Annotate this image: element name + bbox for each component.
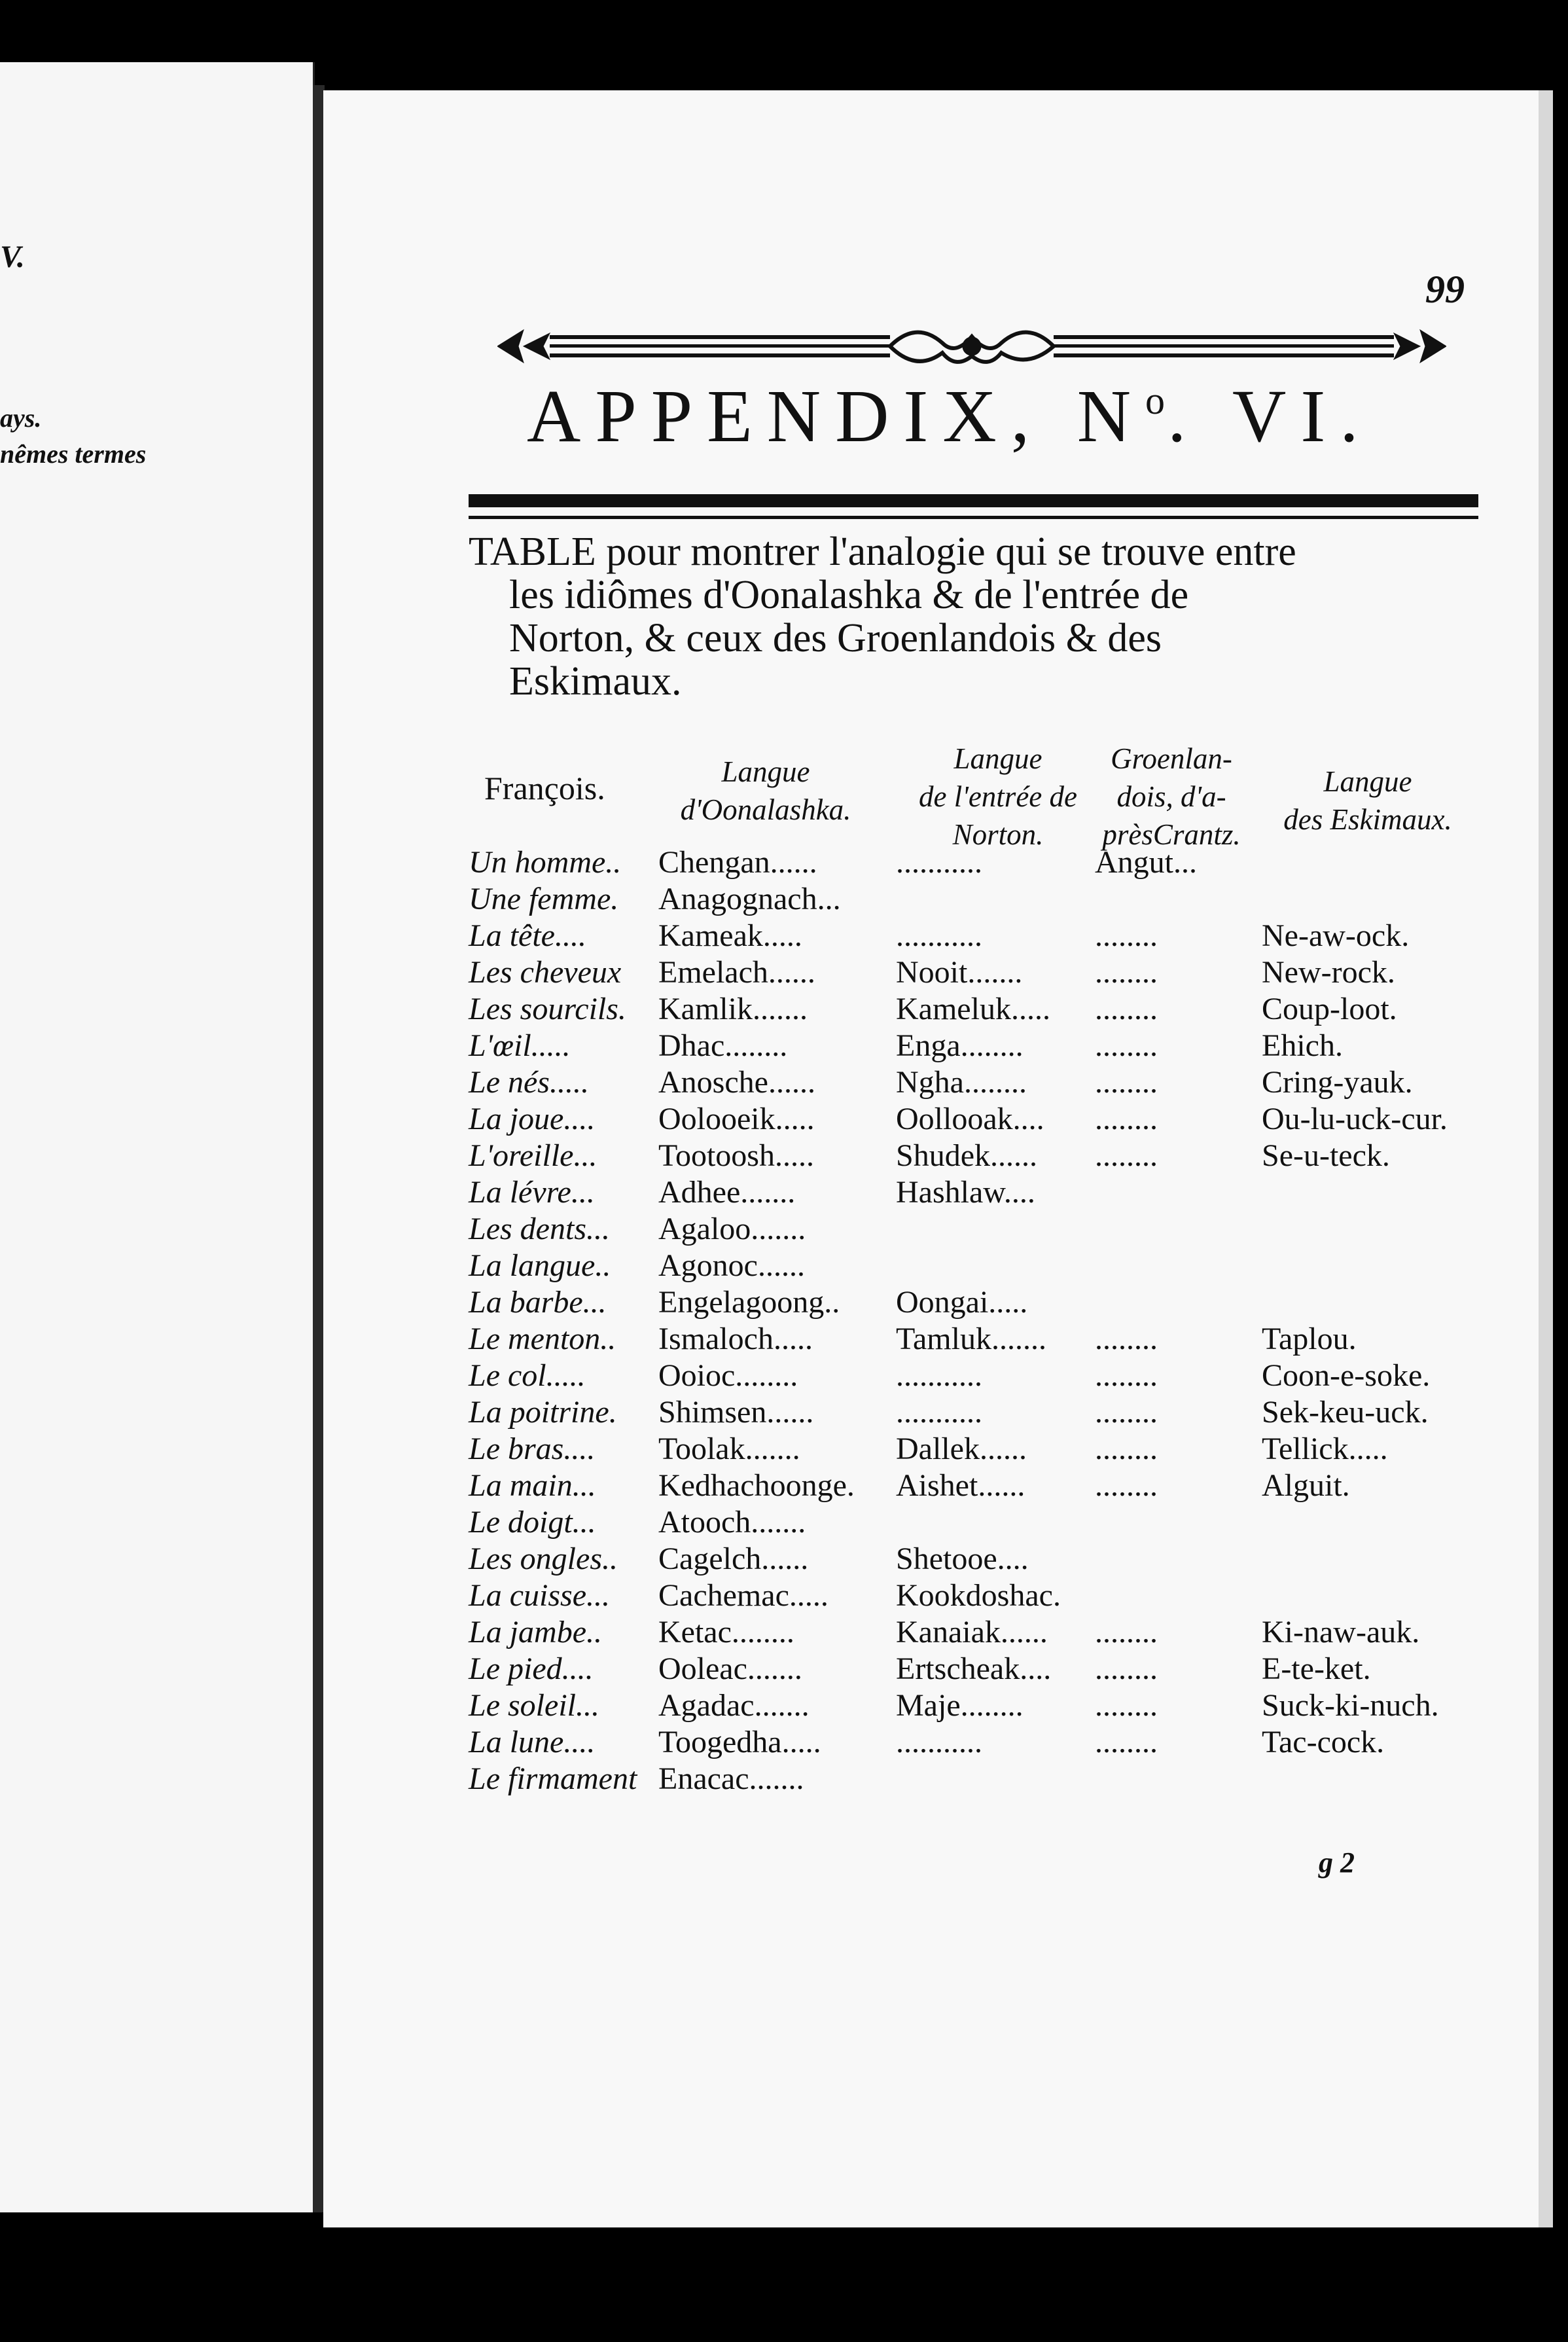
cell-eskimaux: Sek-keu-uck. — [1262, 1395, 1429, 1430]
cell-eskimaux: Ehich. — [1262, 1028, 1343, 1063]
cell-norton: ........... — [896, 1358, 982, 1393]
cell-francois: L'oreille... — [469, 1138, 597, 1173]
cell-groenland: ........ — [1095, 1432, 1158, 1466]
table-row — [469, 1541, 1516, 1577]
column-header-groenland-line-2: dois, d'a- — [1116, 780, 1226, 813]
cell-oonalashka: Dhac........ — [658, 1028, 788, 1063]
cell-francois: L'œil..... — [469, 1028, 571, 1063]
column-header-eskimaux-line-2: des Eskimaux. — [1283, 803, 1452, 836]
table-row — [469, 1724, 1516, 1761]
cell-eskimaux: Ki-naw-auk. — [1262, 1615, 1420, 1649]
cell-norton: Shetooe.... — [896, 1541, 1029, 1576]
cell-oonalashka: Toolak....... — [658, 1432, 800, 1466]
column-header-oonalashka — [641, 753, 890, 829]
table-row — [469, 1028, 1516, 1064]
table-row — [469, 1577, 1516, 1614]
cell-norton: Hashlaw.... — [896, 1175, 1035, 1210]
cell-oonalashka: Adhee....... — [658, 1175, 796, 1210]
cell-oonalashka: Ooioc........ — [658, 1358, 798, 1393]
left-page-fragment-1: V. — [0, 240, 25, 274]
table-row — [469, 1138, 1516, 1174]
cell-francois: La lévre... — [469, 1175, 595, 1210]
table-row — [469, 1504, 1516, 1541]
cell-eskimaux: Suck-ki-nuch. — [1262, 1688, 1439, 1723]
signature-mark: g 2 — [1319, 1847, 1355, 1879]
cell-francois: Le doigt... — [469, 1505, 596, 1540]
cell-francois: Le nés..... — [469, 1065, 589, 1100]
cell-groenland: ........ — [1095, 1468, 1158, 1503]
cell-francois: Le menton.. — [469, 1322, 616, 1356]
cell-oonalashka: Emelach...... — [658, 955, 815, 990]
cell-eskimaux: Coon-e-soke. — [1262, 1358, 1431, 1393]
cell-groenland: ........ — [1095, 1065, 1158, 1100]
cell-groenland: Angut... — [1095, 845, 1197, 880]
cell-eskimaux: Cring-yauk. — [1262, 1065, 1413, 1100]
cell-oonalashka: Chengan...... — [658, 845, 817, 880]
cell-oonalashka: Kedhachoonge. — [658, 1468, 855, 1503]
cell-oonalashka: Anagognach... — [658, 882, 841, 916]
title-rule-thin — [469, 516, 1478, 519]
cell-groenland: ........ — [1095, 1725, 1158, 1759]
cell-norton: Ngha........ — [896, 1065, 1027, 1100]
page-title — [527, 373, 1443, 459]
cell-eskimaux: Ou-lu-uck-cur. — [1262, 1102, 1448, 1136]
cell-oonalashka: Shimsen...... — [658, 1395, 814, 1430]
intro-line-1: TABLE pour montrer l'analogie qui se trouve entre — [469, 530, 1296, 574]
intro-line-2: les idiômes d'Oonalashka & de l'entrée de — [509, 573, 1189, 617]
cell-oonalashka: Agonoc...... — [658, 1248, 805, 1283]
cell-norton: Tamluk....... — [896, 1322, 1046, 1356]
title-main: APPENDIX, N — [527, 374, 1146, 458]
title-rule-thick — [469, 494, 1478, 507]
page-number: 99 — [1425, 268, 1465, 311]
table-row — [469, 1101, 1516, 1138]
column-header-norton-line-1: Langue — [953, 742, 1042, 775]
table-row — [469, 991, 1516, 1028]
title-superscript: o — [1145, 379, 1168, 422]
cell-groenland: ........ — [1095, 1322, 1158, 1356]
column-header-groenland-line-1: Groenlan- — [1111, 742, 1232, 775]
column-header-francois: François. — [484, 770, 605, 806]
table-row — [469, 1064, 1516, 1101]
column-header-groenland-line-3: prèsCrantz. — [1102, 818, 1241, 851]
cell-norton: Nooit....... — [896, 955, 1023, 990]
cell-norton: Kanaiak...... — [896, 1615, 1048, 1649]
cell-francois: La tête.... — [469, 918, 586, 953]
column-header-norton-line-3: Norton. — [952, 818, 1044, 851]
table-row — [469, 1394, 1516, 1431]
table-row — [469, 1358, 1516, 1394]
column-header-groenland — [1086, 740, 1256, 854]
table-row — [469, 1248, 1516, 1284]
cell-oonalashka: Kamlik....... — [658, 992, 808, 1026]
cell-norton: Dallek...... — [896, 1432, 1027, 1466]
cell-groenland: ........ — [1095, 1395, 1158, 1430]
table-row — [469, 1211, 1516, 1248]
cell-francois: La poitrine. — [469, 1395, 617, 1430]
intro-line-4: Eskimaux. — [509, 659, 682, 704]
title-suffix: . VI. — [1167, 374, 1373, 458]
cell-oonalashka: Agaloo....... — [658, 1212, 806, 1246]
cell-oonalashka: Agadac....... — [658, 1688, 810, 1723]
intro-line-3: Norton, & ceux des Groenlandois & des — [509, 616, 1162, 660]
table-row — [469, 918, 1516, 954]
cell-norton: ........... — [896, 918, 982, 953]
cell-oonalashka: Tootoosh..... — [658, 1138, 814, 1173]
cell-oonalashka: Ismaloch..... — [658, 1322, 813, 1356]
cell-oonalashka: Oolooeik..... — [658, 1102, 815, 1136]
table-row — [469, 1687, 1516, 1724]
cell-eskimaux: Se-u-teck. — [1262, 1138, 1390, 1173]
cell-groenland: ........ — [1095, 955, 1158, 990]
table-row — [469, 1174, 1516, 1211]
cell-groenland: ........ — [1095, 992, 1158, 1026]
table-row — [469, 1651, 1516, 1687]
table-row — [469, 844, 1516, 881]
vocabulary-table — [469, 844, 1516, 1797]
cell-norton: Maje........ — [896, 1688, 1024, 1723]
cell-eskimaux: Ne-aw-ock. — [1262, 918, 1410, 953]
cell-francois: La barbe... — [469, 1285, 607, 1320]
cell-oonalashka: Ketac........ — [658, 1615, 794, 1649]
cell-francois: Les cheveux — [469, 955, 622, 990]
cell-groenland: ........ — [1095, 1615, 1158, 1649]
table-row — [469, 881, 1516, 918]
left-page-fragment-3: nêmes termes — [0, 439, 147, 469]
cell-norton: ........... — [896, 1395, 982, 1430]
cell-norton: ........... — [896, 1725, 982, 1759]
cell-francois: Les ongles.. — [469, 1541, 618, 1576]
cell-francois: Le bras.... — [469, 1432, 596, 1466]
column-header-oonalashka-line-2: d'Oonalashka. — [680, 793, 851, 826]
cell-oonalashka: Atooch....... — [658, 1505, 806, 1540]
cell-groenland: ........ — [1095, 918, 1158, 953]
cell-francois: La lune.... — [469, 1725, 596, 1759]
cell-eskimaux: Coup-loot. — [1262, 992, 1397, 1026]
cell-norton: Kameluk..... — [896, 992, 1050, 1026]
cell-francois: La jambe.. — [469, 1615, 602, 1649]
cell-oonalashka: Kameak..... — [658, 918, 802, 953]
cell-francois: La joue.... — [469, 1102, 596, 1136]
cell-groenland: ........ — [1095, 1138, 1158, 1173]
cell-groenland: ........ — [1095, 1688, 1158, 1723]
cell-norton: Ertscheak.... — [896, 1651, 1052, 1686]
cell-oonalashka: Anosche...... — [658, 1065, 815, 1100]
cell-groenland: ........ — [1095, 1358, 1158, 1393]
table-row — [469, 954, 1516, 991]
table-row — [469, 1468, 1516, 1504]
cell-oonalashka: Ooleac....... — [658, 1651, 802, 1686]
cell-oonalashka: Enacac....... — [658, 1761, 804, 1796]
cell-francois: Le soleil... — [469, 1688, 599, 1723]
cell-oonalashka: Engelagoong.. — [658, 1285, 840, 1320]
cell-eskimaux: Alguit. — [1262, 1468, 1350, 1503]
table-row — [469, 1431, 1516, 1468]
table-row — [469, 1321, 1516, 1358]
cell-groenland: ........ — [1095, 1028, 1158, 1063]
cell-eskimaux: Tellick..... — [1262, 1432, 1388, 1466]
column-header-eskimaux — [1250, 763, 1486, 838]
cell-norton: Aishet...... — [896, 1468, 1025, 1503]
table-row — [469, 1614, 1516, 1651]
cell-francois: Les sourcils. — [469, 992, 626, 1026]
cell-francois: La main... — [469, 1468, 596, 1503]
cell-francois: Le firmament — [469, 1761, 637, 1796]
left-page-fragment-2: ays. — [0, 403, 42, 433]
cell-francois: Une femme. — [469, 882, 619, 916]
cell-norton: Oongai..... — [896, 1285, 1028, 1320]
column-header-eskimaux-line-1: Langue — [1323, 765, 1412, 798]
cell-groenland: ........ — [1095, 1651, 1158, 1686]
table-row — [469, 1284, 1516, 1321]
cell-norton: Enga........ — [896, 1028, 1024, 1063]
cell-norton: Shudek...... — [896, 1138, 1037, 1173]
cell-groenland: ........ — [1095, 1102, 1158, 1136]
cell-francois: Un homme.. — [469, 845, 622, 880]
ornament-header-icon — [497, 317, 1446, 376]
left-page — [0, 62, 315, 2212]
cell-eskimaux: New-rock. — [1262, 955, 1395, 990]
column-header-norton — [893, 740, 1103, 854]
cell-francois: Le col..... — [469, 1358, 586, 1393]
cell-francois: Les dents... — [469, 1212, 610, 1246]
cell-eskimaux: Tac-cock. — [1262, 1725, 1385, 1759]
cell-norton: ........... — [896, 845, 982, 880]
cell-oonalashka: Cachemac..... — [658, 1578, 829, 1613]
cell-norton: Kookdoshac. — [896, 1578, 1061, 1613]
cell-francois: La cuisse... — [469, 1578, 610, 1613]
cell-oonalashka: Toogedha..... — [658, 1725, 821, 1759]
column-header-norton-line-2: de l'entrée de — [918, 780, 1077, 813]
table-introduction — [469, 530, 1480, 703]
table-row — [469, 1761, 1516, 1797]
cell-eskimaux: E-te-ket. — [1262, 1651, 1371, 1686]
cell-francois: Le pied.... — [469, 1651, 594, 1686]
cell-eskimaux: Taplou. — [1262, 1322, 1357, 1356]
cell-francois: La langue.. — [469, 1248, 611, 1283]
column-header-oonalashka-line-1: Langue — [721, 755, 810, 788]
cell-norton: Oollooak.... — [896, 1102, 1044, 1136]
page-edge — [1539, 90, 1553, 2227]
cell-oonalashka: Cagelch...... — [658, 1541, 809, 1576]
